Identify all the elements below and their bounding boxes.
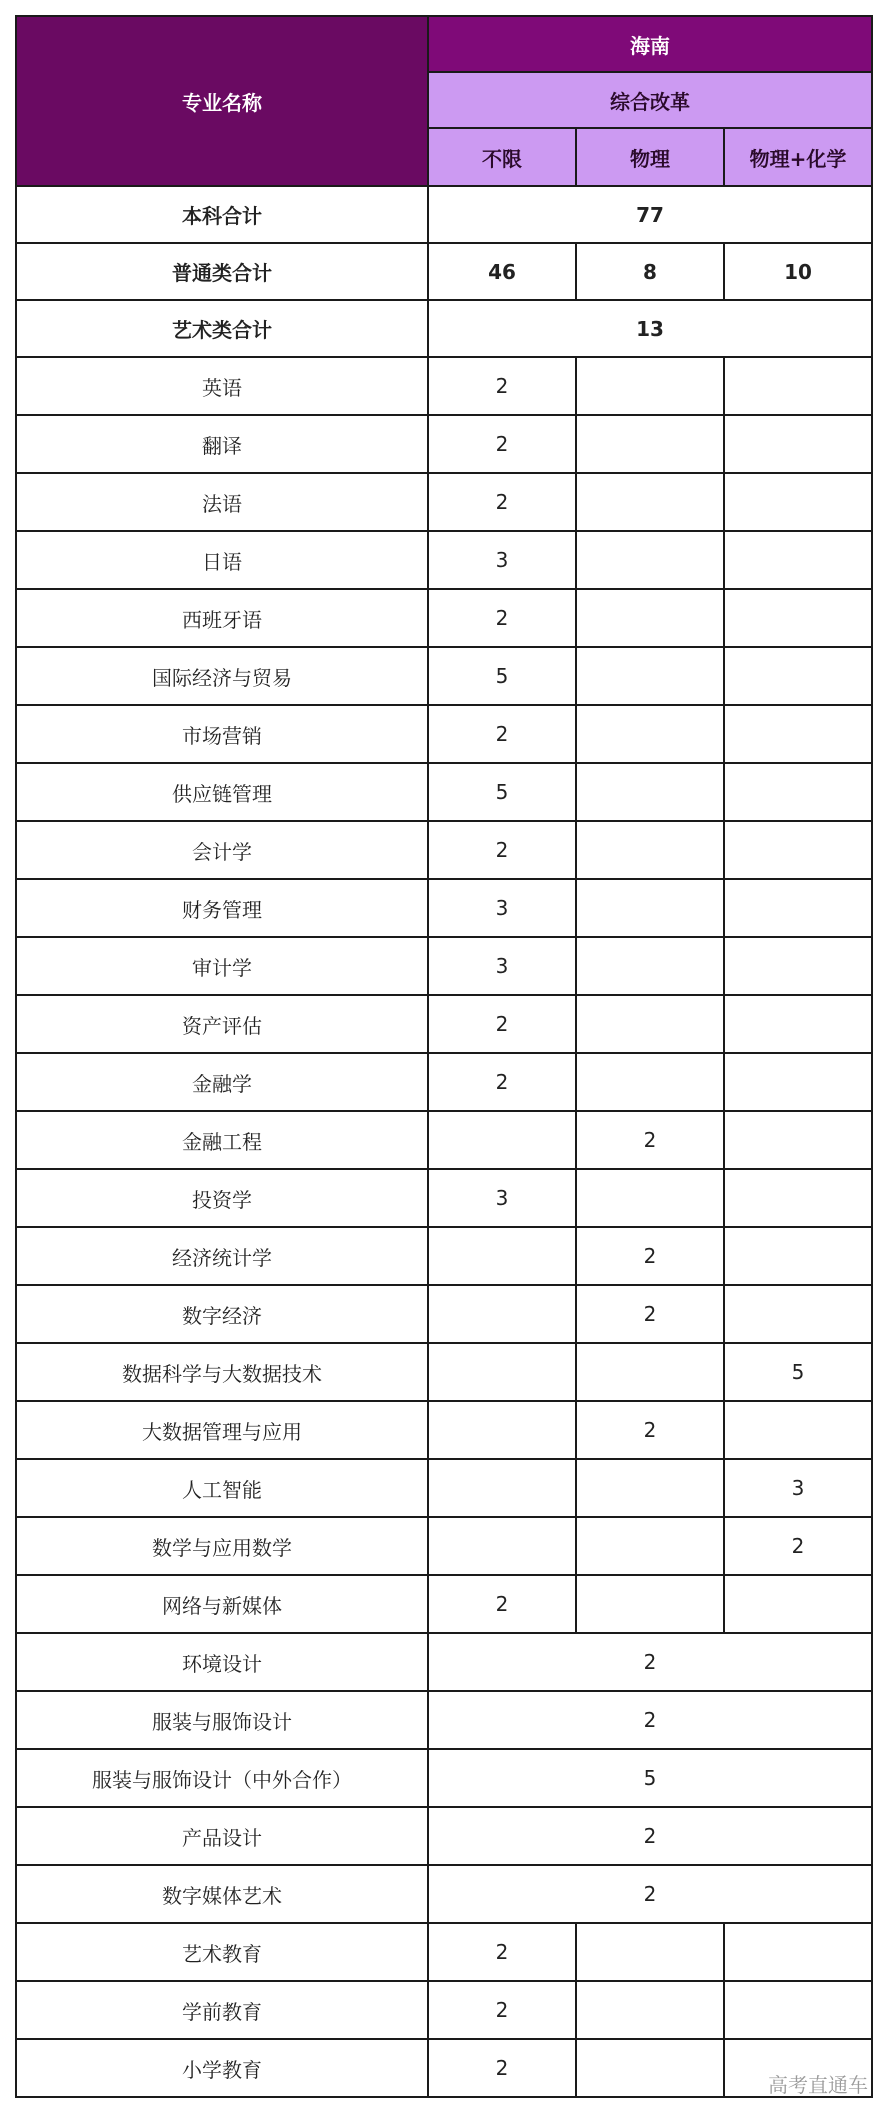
- quota-cell: [428, 1517, 576, 1575]
- quota-cell: [576, 357, 724, 415]
- table-row: [16, 589, 872, 647]
- quota-cell: [428, 1285, 576, 1343]
- row-value: 10: [724, 243, 872, 300]
- table-row: [16, 473, 872, 531]
- quota-cell: [576, 2039, 724, 2097]
- quota-cell: [576, 1053, 724, 1111]
- major-name-cell: 资产评估: [16, 995, 428, 1053]
- table-row: [16, 1459, 872, 1517]
- general-total-row: [16, 243, 872, 300]
- quota-cell: [576, 415, 724, 473]
- quota-cell: 3: [724, 1459, 872, 1517]
- quota-cell: [576, 531, 724, 589]
- major-name-cell: 产品设计: [16, 1807, 428, 1865]
- quota-cell: 2: [428, 589, 576, 647]
- major-name-cell: 艺术教育: [16, 1923, 428, 1981]
- row-value: 13: [428, 300, 872, 357]
- major-name-cell: 翻译: [16, 415, 428, 473]
- row-value: 77: [428, 186, 872, 243]
- table-row: [16, 1169, 872, 1227]
- quota-cell: 2: [428, 415, 576, 473]
- quota-cell: [724, 1575, 872, 1633]
- quota-cell: [724, 1227, 872, 1285]
- major-name-cell: 数字经济: [16, 1285, 428, 1343]
- quota-cell: 5: [428, 647, 576, 705]
- quota-cell: [576, 995, 724, 1053]
- quota-cell: [576, 1575, 724, 1633]
- major-name-cell: 小学教育: [16, 2039, 428, 2097]
- quota-cell: [724, 763, 872, 821]
- table-row: [16, 937, 872, 995]
- quota-cell: 3: [428, 1169, 576, 1227]
- table-row: [16, 1343, 872, 1401]
- major-name-cell: 服装与服饰设计（中外合作）: [16, 1749, 428, 1807]
- table-row: [16, 995, 872, 1053]
- major-name-cell: 服装与服饰设计: [16, 1691, 428, 1749]
- table-row: [16, 821, 872, 879]
- quota-cell: [724, 415, 872, 473]
- quota-cell: 2: [428, 1691, 872, 1749]
- table-row: [16, 879, 872, 937]
- row-label: 普通类合计: [16, 243, 428, 300]
- quota-cell: 2: [428, 1053, 576, 1111]
- table-row: [16, 1517, 872, 1575]
- quota-cell: [724, 1285, 872, 1343]
- quota-cell: 2: [428, 2039, 576, 2097]
- quota-cell: 3: [428, 531, 576, 589]
- table-row: [16, 1691, 872, 1749]
- table-row: [16, 1285, 872, 1343]
- quota-cell: 2: [428, 1633, 872, 1691]
- quota-cell: [576, 473, 724, 531]
- quota-cell: [576, 647, 724, 705]
- table-row: [16, 1053, 872, 1111]
- quota-cell: [724, 473, 872, 531]
- quota-cell: [576, 937, 724, 995]
- major-name-cell: 学前教育: [16, 1981, 428, 2039]
- quota-cell: 2: [428, 1981, 576, 2039]
- quota-cell: [724, 937, 872, 995]
- quota-cell: 2: [576, 1227, 724, 1285]
- row-label: 本科合计: [16, 186, 428, 243]
- table-row: [16, 2039, 872, 2097]
- quota-cell: [576, 1169, 724, 1227]
- quota-cell: [576, 705, 724, 763]
- art-total-row: [16, 300, 872, 357]
- quota-cell: [724, 1111, 872, 1169]
- enrollment-plan-table: [15, 15, 873, 2098]
- table-row: [16, 1227, 872, 1285]
- quota-cell: 3: [428, 879, 576, 937]
- table-row: [16, 1749, 872, 1807]
- major-name-header: 专业名称: [16, 16, 428, 186]
- major-name-cell: 西班牙语: [16, 589, 428, 647]
- quota-cell: [724, 1401, 872, 1459]
- quota-cell: [724, 357, 872, 415]
- quota-cell: 2: [576, 1285, 724, 1343]
- subject-header-unrestricted: 不限: [428, 128, 576, 186]
- province-header: 海南: [428, 16, 872, 72]
- quota-cell: [724, 1169, 872, 1227]
- quota-cell: 2: [576, 1401, 724, 1459]
- quota-cell: [724, 821, 872, 879]
- major-name-cell: 数字媒体艺术: [16, 1865, 428, 1923]
- table-row: [16, 1923, 872, 1981]
- quota-cell: [724, 531, 872, 589]
- quota-cell: [428, 1227, 576, 1285]
- quota-cell: 2: [428, 1575, 576, 1633]
- table-row: [16, 763, 872, 821]
- row-value: 46: [428, 243, 576, 300]
- quota-cell: 2: [724, 1517, 872, 1575]
- major-name-cell: 经济统计学: [16, 1227, 428, 1285]
- quota-cell: [428, 1111, 576, 1169]
- quota-cell: [724, 1053, 872, 1111]
- quota-cell: 3: [428, 937, 576, 995]
- quota-cell: 2: [428, 473, 576, 531]
- quota-cell: [724, 705, 872, 763]
- quota-cell: [576, 821, 724, 879]
- quota-cell: [428, 1401, 576, 1459]
- quota-cell: 2: [428, 705, 576, 763]
- quota-cell: [576, 1459, 724, 1517]
- table-body: [16, 186, 872, 2097]
- major-name-cell: 英语: [16, 357, 428, 415]
- quota-cell: [428, 1343, 576, 1401]
- major-name-cell: 市场营销: [16, 705, 428, 763]
- subject-header-physics: 物理: [576, 128, 724, 186]
- major-name-cell: 金融工程: [16, 1111, 428, 1169]
- quota-cell: [576, 763, 724, 821]
- watermark: 高考直通车: [768, 2073, 868, 2097]
- major-name-cell: 供应链管理: [16, 763, 428, 821]
- major-name-cell: 财务管理: [16, 879, 428, 937]
- major-name-cell: 人工智能: [16, 1459, 428, 1517]
- quota-cell: [576, 1517, 724, 1575]
- table-row: [16, 1865, 872, 1923]
- table-row: [16, 415, 872, 473]
- quota-cell: 5: [724, 1343, 872, 1401]
- quota-cell: [724, 647, 872, 705]
- major-name-cell: 大数据管理与应用: [16, 1401, 428, 1459]
- quota-cell: 2: [428, 821, 576, 879]
- major-name-cell: 审计学: [16, 937, 428, 995]
- table-row: [16, 1575, 872, 1633]
- quota-cell: [724, 995, 872, 1053]
- major-name-cell: 金融学: [16, 1053, 428, 1111]
- quota-cell: [576, 589, 724, 647]
- quota-cell: [576, 1343, 724, 1401]
- row-label: 艺术类合计: [16, 300, 428, 357]
- major-name-cell: 会计学: [16, 821, 428, 879]
- quota-cell: 2: [428, 995, 576, 1053]
- quota-cell: [576, 1923, 724, 1981]
- quota-cell: [724, 1981, 872, 2039]
- table-row: [16, 1981, 872, 2039]
- subject-header-physics-chemistry: 物理+化学: [724, 128, 872, 186]
- table-row: [16, 1111, 872, 1169]
- row-value: 8: [576, 243, 724, 300]
- category-header: 综合改革: [428, 72, 872, 128]
- quota-cell: 5: [428, 1749, 872, 1807]
- major-name-cell: 网络与新媒体: [16, 1575, 428, 1633]
- major-name-cell: 法语: [16, 473, 428, 531]
- major-name-cell: 数学与应用数学: [16, 1517, 428, 1575]
- quota-cell: [576, 1981, 724, 2039]
- major-name-cell: 国际经济与贸易: [16, 647, 428, 705]
- enrollment-plan-table-container: [15, 15, 871, 2098]
- table-row: [16, 1633, 872, 1691]
- major-name-cell: 日语: [16, 531, 428, 589]
- quota-cell: 2: [428, 1807, 872, 1865]
- quota-cell: [428, 1459, 576, 1517]
- major-name-cell: 环境设计: [16, 1633, 428, 1691]
- quota-cell: [724, 879, 872, 937]
- quota-cell: [724, 589, 872, 647]
- quota-cell: [576, 879, 724, 937]
- table-row: [16, 531, 872, 589]
- quota-cell: 5: [428, 763, 576, 821]
- quota-cell: 2: [428, 1865, 872, 1923]
- table-row: [16, 357, 872, 415]
- quota-cell: 2: [428, 357, 576, 415]
- table-row: [16, 1807, 872, 1865]
- undergrad-total-row: [16, 186, 872, 243]
- table-row: [16, 705, 872, 763]
- quota-cell: 2: [576, 1111, 724, 1169]
- table-row: [16, 647, 872, 705]
- major-name-cell: 投资学: [16, 1169, 428, 1227]
- table-row: [16, 1401, 872, 1459]
- quota-cell: 2: [428, 1923, 576, 1981]
- quota-cell: [724, 1923, 872, 1981]
- major-name-cell: 数据科学与大数据技术: [16, 1343, 428, 1401]
